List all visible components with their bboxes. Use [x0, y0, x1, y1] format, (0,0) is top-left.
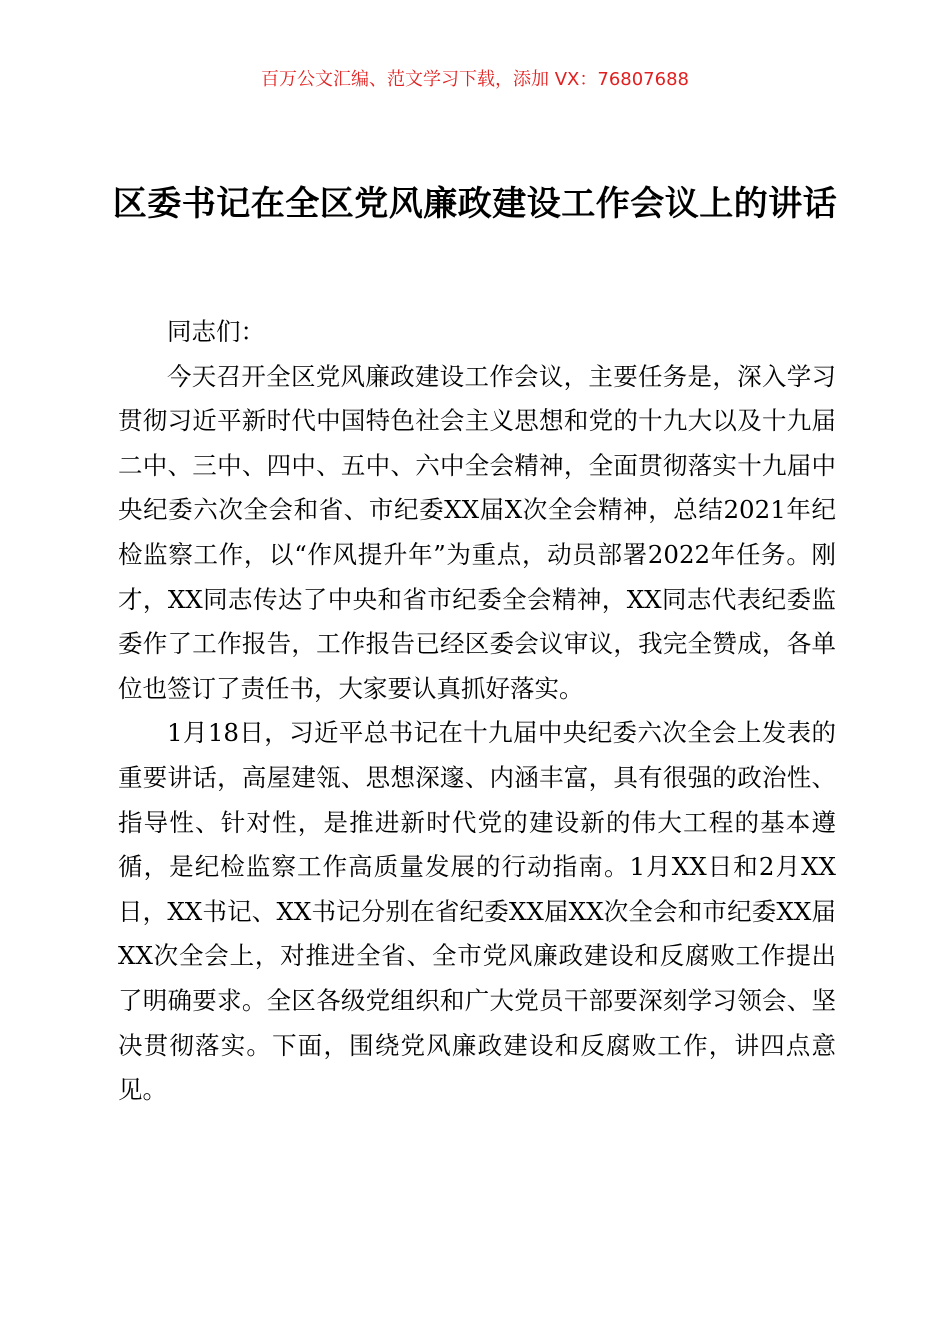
document-body [118, 310, 836, 1113]
paragraph: 今天召开全区党风廉政建设工作会议，主要任务是，深入学习贯彻习近平新时代中国特色社会主义思想和党的十九大以及十九届二中、三中、四中、五中、六中全会精神，全面贯彻落实十九届中央纪委六次全会和省、市纪委XX届X次全会精神，总结2021年纪检监察工作，以“作风提升年”为重点，动员部署2022年任务。刚才，XX同志传达了中央和省市纪委全会精神，XX同志代表纪委监委作了工作报告，工作报告已经区委会议审议，我完全赞成，各单位也签订了责任书，大家要认真抓好落实。 [118, 361, 836, 703]
header-banner: 百万公文汇编、范文学习下载，添加 VX：76807688 [261, 69, 689, 90]
paragraph: 1月18日，习近平总书记在十九届中央纪委六次全会上发表的重要讲话，高屋建瓴、思想深邃、内涵丰富，具有很强的政治性、指导性、针对性，是推进新时代党的建设新的伟大工程的基本遵循，是纪检监察工作高质量发展的行动指南。1月XX日和2月XX日，XX书记、XX书记分别在省纪委XX届XX次全会和市纪委XX届XX次全会上，对推进全省、全市党风廉政建设和反腐败工作提出了明确要求。全区各级党组织和广大党员干部要深刻学习领会、坚决贯彻落实。下面，围绕党风廉政建设和反腐败工作，讲四点意见。 [118, 718, 836, 1105]
greeting: 同志们： [167, 317, 265, 346]
document-title: 区委书记在全区党风廉政建设工作会议上的讲话 [112, 184, 838, 224]
